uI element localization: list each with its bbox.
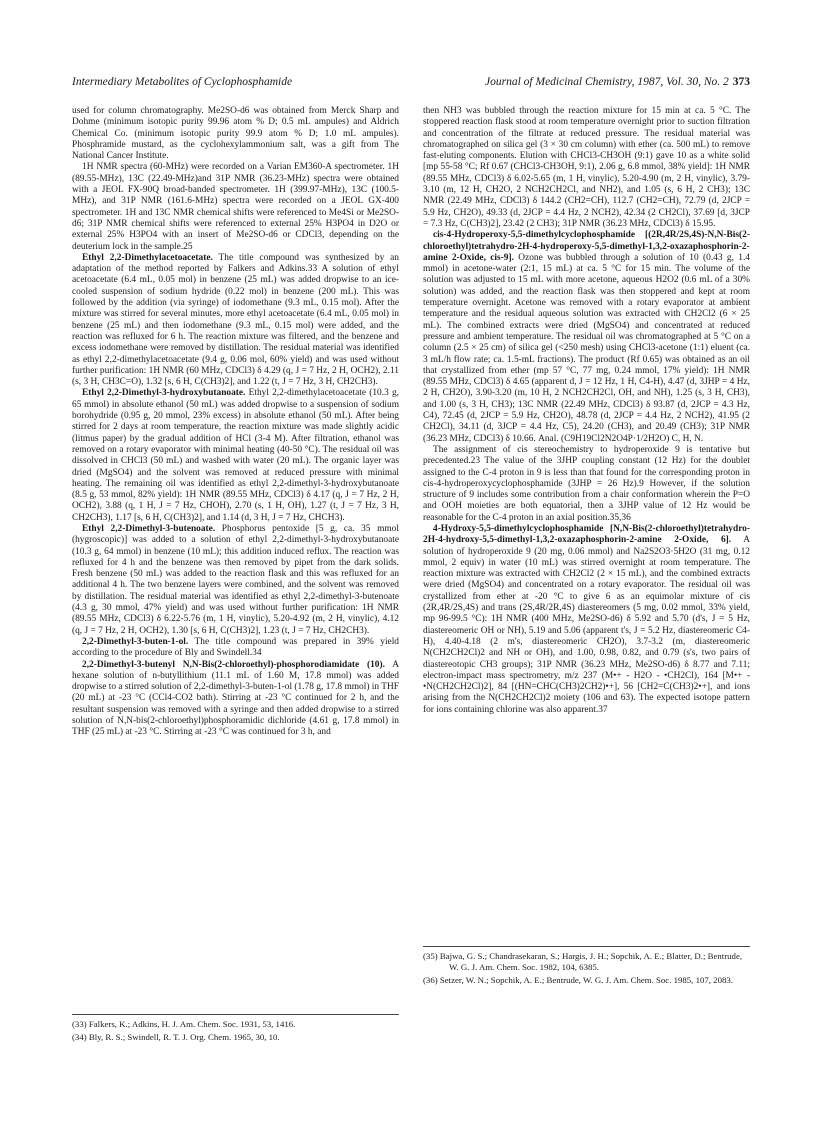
paragraph-text: The title compound was synthesized by an adaptation of the method reported by Falkers and Adkins.33 A solution of ethyl acetoacetate (6.4 mL, 0.05 mol) in benzene (25 mL) was added dropwise to an ice-cooled suspension of sodium hydride (0.22 mol) in benzene (200 mL). This was followed by the addition (via syringe) of iodomethane (9.3 mL, 0.15 mol). After the mixture was stirred for several minutes, more ethyl acetoacetate (6.4 mL, 0.05 mol) in benzene (25 mL) and then iodomethane (9.3 mL, 0.15 mol) were added, and the reaction was refluxed for 6 h. The reaction mixture was filtered, and the benzene and excess iodomethane were removed by distillation. The residual material was identified as ethyl 2,2-dimethylacetoacetate (9.4 g, 0.06 mol, 60% yield) and was used without further purification: 1H NMR (60 MHz, CDCl3) δ 4.29 (q, J = 7 Hz, 2 H, OCH2), 2.11 (s, 3 H, CH3C=O), 1.32 [s, 6 H, C(CH3)2], and 1.22 (t, J = 7 Hz, 3 H, CH2CH3). (72, 252, 399, 388)
header-right (485, 76, 750, 88)
paragraph (72, 637, 399, 660)
section-heading: Ethyl 2,2-Dimethyl-3-hydroxybutanoate. (82, 388, 246, 399)
running-header (72, 76, 750, 94)
paragraph (423, 106, 750, 230)
paragraph (72, 253, 399, 389)
section-heading: Ethyl 2,2-Dimethyl-3-butenoate. (82, 523, 216, 534)
section-heading: 2,2-Dimethyl-3-butenyl N,N-Bis(2-chloroethyl)-phosphorodiamidate (10). (82, 659, 385, 670)
paragraph (423, 445, 750, 524)
paragraph-text: 1H NMR spectra (60-MHz) were recorded on a Varian EM360-A spectrometer. 1H (89.55-MHz), 13C (22.49-MHz)and 31P NMR (36.23-MHz) spectra were obtained with a JEOL FX-90Q broad-banded spectrometer. 1H (399.97-MHz), 13C (100.5-MHz), and 31P NMR (161.6-MHz) spectra were recorded on a JEOL GX-400 spectrometer. 1H and 13C NMR chemical shifts were referenced to Me4Si or Me2SO-d6; 31P NMR chemical shifts were referenced to external 25% H3PO4 in D2O or external 25% H3PO4 with an insert of Me2SO-d6 or CDCl3, depending on the deuterium lock in the sample.25 (72, 162, 399, 252)
paragraph (72, 162, 399, 252)
section-heading: 2,2-Dimethyl-3-buten-1-ol. (82, 636, 189, 647)
paragraph-text: A solution of hydroperoxide 9 (20 mg, 0.06 mmol) and Na2S2O3·5H2O (31 mg, 0.12 mmol, 2 equiv) in water (10 mL) was stirred overnight at room temperature. The reaction mixture was extracted with CH2Cl2 (2 × 15 mL), and the combined extracts were dried (MgSO4) and concentrated on a rotary evaporator. The residual oil was crystallized from ether at -20 °C to give 6 as an equimolar mixture of cis (2R,4R/2S,4S) and trans (2S,4R/2R,4S) diastereomers (5 mg, 0.02 mmol, 33% yield, mp 96-99.5 °C): 1H NMR (400 MHz, Me2SO-d6) δ 5.92 and 5.70 (d's, J = 5 Hz, diastereomeric OH or NH), 5.19 and 5.06 (apparent t's, J = 5.2 Hz, diastereomeric C4-H), 4.40-4.18 (2 m's, diastereomeric CH2O), 3.7-3.2 (m, diastereomeric N(CH2CH2Cl)2 and NH or OH), and 1.00, 0.98, 0.82, and 0.79 (s's, two pairs of diastereotopic CH3 groups); 31P NMR (36.23 MHz, Me2SO-d6) δ 8.77 and 7.11; electron-impact mass spectrometry, m/z 237 (M•+ - H2O - •CH2Cl), 164 [M•+ - •N(CH2CH2Cl)2], 84 [(HN=CHC(CH3)2CH2)•+], 56 [CH2=C(CH3)2•+], and ions arising from the N(CH2CH2Cl)2 moiety (106 and 63). The expected isotope pattern for ions containing chlorine was also apparent.37 (423, 535, 750, 715)
paragraph-text: then NH3 was bubbled through the reaction mixture for 15 min at ca. 5 °C. The stoppered reaction flask stood at room temperature overnight prior to suction filtration and concentration of the filtrate at reduced pressure. The residual material was chromatographed on silica gel (3 × 30 cm column) with ether (ca. 500 mL) to remove fast-eluting components. Elution with CHCl3-CH3OH (9:1) gave 10 as a white solid [mp 55-58 °C; Rf 0.67 (CHCl3-CH3OH, 9:1), 2.06 g, 6.8 mmol, 38% yield]: 1H NMR (89.55 MHz, CDCl3) δ 6.02-5.65 (m, 1 H, vinylic), 5.20-4.90 (m, 2 H, vinylic), 3.79-3.10 (m, 12 H, CH2O, 2 NCH2CH2Cl, and NH2), and 1.05 (s, 6 H, 2 CH3); 13C NMR (22.49 MHz, CDCl3) δ 144.2 (CH2=CH), 112.7 (CH2=CH), 72.79 (d, 2JCP = 5.9 Hz, CH2O), 49.33 (d, 2JCP = 4.4 Hz, 2 NCH2), 42.34 (2 CH2Cl), 37.69 [d, 3JCP = 7.3 Hz, C(CH3)2], 23.42 (2 CH3); 31P NMR (36.23 MHz, CDCl3) δ 15.95. (423, 106, 750, 229)
section-heading: 4-Hydroxy-5,5-dimethylcyclophosphamide [N,N-Bis(2-chloroethyl)tetrahydro-2H-4-hydroxy-5,5-dimethyl-1,3,2-oxazaphosphorin-2-amine 2-Oxide, 6]. (423, 523, 750, 546)
footnotes-left (72, 1014, 399, 1045)
left-column (72, 106, 399, 739)
journal-citation: Journal of Medicinal Chemistry, 1987, Vol. 30, No. 2 (485, 76, 729, 88)
paragraph (423, 230, 750, 445)
paragraph (72, 388, 399, 524)
paragraph (72, 106, 399, 162)
paragraph-text: The assignment of cis stereochemistry to hydroperoxide 9 is tentative but precedented.23 The value of the 3JHP coupling constant (12 Hz) for the doublet assigned to the C-4 proton in 9 is less than that found for the corresponding proton in cis-4-hydroperoxycyclophosphamide (3JHP = 26 Hz).9 However, if the solution structure of 9 includes some contribution from a chair conformation wherein the P=O and OOH moieties are both equatorial, then a 3JHP value of 12 Hz would be reasonable for the C-4 proton in an axial position.35,36 (423, 444, 750, 523)
footnote: (33) Falkers, K.; Adkins, H. J. Am. Chem. Soc. 1931, 53, 1416. (72, 1019, 296, 1029)
page-number: 373 (732, 76, 750, 88)
paragraph (72, 660, 399, 739)
paragraph-text: Phosphorus pentoxide [5 g, ca. 35 mmol (hygroscopic)] was added to a solution of ethyl 2,2-dimethyl-3-hydroxybutanoate (10.3 g, 64 mmol) in benzene (10 mL); this addition induced reflux. The reaction was refluxed for 4 h and the benzene was then removed by pipet from the dark solids. Fresh benzene (50 mL) was added to the reaction flask and this was refluxed for an additional 4 h. The two benzene layers were combined, and the solvent was removed by distillation. The residual material was identified as ethyl 2,2-dimethyl-3-butenoate (4.3 g, 30 mmol, 47% yield) and was used without further purification: 1H NMR (89.55 MHz, CDCl3) δ 6.22-5.76 (m, 1 H, vinylic), 5.20-4.92 (m, 2 H, vinylic), 4.12 (q, J = 7 Hz, 2 H, OCH2), 1.30 [s, 6 H, C(CH3)2], 1.23 (t, J = 7 Hz, CH2CH3). (72, 523, 399, 636)
section-heading: Ethyl 2,2-Dimethylacetoacetate. (82, 252, 213, 263)
paragraph-text: A hexane solution of n-butyllithium (11.1 mL of 1.60 M, 17.8 mmol) was added dropwise to a stirred solution of 2,2-dimethyl-3-buten-1-ol (1.78 g, 17.8 mmol) in THF (20 mL) at -23 °C (CCl4-CO2 bath). Stirring at -23 °C continued for 2 h, and the resultant suspension was removed with a syringe and then added dropwise to a stirred solution of N,N-bis(2-chloroethyl)phosphoramidic dichloride (4.61 g, 17.8 mmol) in THF (25 mL) at -23 °C. Stirring at -23 °C was continued for 3 h, and (72, 659, 399, 738)
footnotes-right (423, 946, 750, 988)
paragraph-text: Ethyl 2,2-dimethylacetoacetate (10.3 g, 65 mmol) in absolute ethanol (50 mL) was added dropwise to a suspension of sodium borohydride (0.95 g, 20 mmol, 23% excess) in absolute ethanol (50 mL). After being stirred for 2 days at room temperature, the reaction mixture was made slightly acidic (litmus paper) by the gradual addition of HCl (3-4 M). After filtration, ethanol was removed on a rotary evaporator with minimal heating (40-50 °C). The residual oil was dissolved in CHCl3 (50 mL) and washed with water (20 mL). The organic layer was dried (MgSO4) and the solvent was removed at reduced pressure with minimal heating. The remaining oil was identified as ethyl 2,2-dimethyl-3-hydroxybutanoate (8.5 g, 53 mmol, 82% yield): 1H NMR (89.55 MHz, CDCl3) δ 4.17 (q, J = 7 Hz, 2 H, OCH2), 3.88 (q, 1 H, J = 7 Hz, CHOH), 2.70 (s, 1 H, OH), 1.27 (t, J = 7 Hz, 3 H, CH2CH3), 1.17 [s, 6 H, C(CH3)2], and 1.14 (d, 3 H, J = 7 Hz, CHCH3). (72, 388, 399, 523)
header-left: Intermediary Metabolites of Cyclophosphamide (72, 76, 293, 88)
paragraph-text: Ozone was bubbled through a solution of 10 (0.43 g, 1.4 mmol) in acetone-water (2:1, 15 mL) at ca. 5 °C for 15 min. The volume of the solution was adjusted to 15 mL with more acetone, aqueous H2O2 (0.6 mL of a 30% solution) was added, and the reaction flask was then stoppered and kept at room temperature overnight. Acetone was removed with a rotary evaporator at ambient temperature and the residual aqueous solution was extracted with CH2Cl2 (6 × 25 mL). The combined extracts were dried (MgSO4) and concentrated at reduced pressure and ambient temperature. The residual oil was chromatographed at 5 °C on a column (2.5 × 25 cm) of silica gel (<250 mesh) using CHCl3-acetone (1:1) eluent (ca. 3 mL/h flow rate; ca. 1.5-mL fractions). The product (Rf 0.65) was obtained as an oil that crystallized from ether (mp 57 °C, 77 mg, 0.24 mmol, 17% yield): 1H NMR (89.55 MHz, CDCl3) δ 4.65 (apparent d, J = 12 Hz, 1 H, C4-H), 4.47 (d, 3JHP = 4 Hz, 2 H, CH2O), 3.90-3.20 (m, 10 H, 2 NCH2CH2Cl, OH, and NH), 1.25 (s, 3 H, CH3), and 1.00 (s, 3 H, CH3); 13C NMR (22.49 MHz, CDCl3) δ 93.87 (d, 2JCP = 4.3 Hz, C4), 72.45 (d, 2JCP = 5.9 Hz, CH2O), 48.78 (d, 2JCP = 4.4 Hz, 2 NCH2), 41.95 (2 CH2Cl), 34.11 (d, 3JCP = 4.4 Hz, C5), 24.20 (CH3), and 20.49 (CH3); 31P NMR (36.23 MHz, CDCl3) δ 10.66. Anal. (C9H19Cl2N2O4P·1/2H2O) C, H, N. (423, 252, 750, 444)
paragraph (72, 524, 399, 637)
paragraph (423, 524, 750, 716)
section-heading: cis-4-Hydroperoxy-5,5-dimethylcyclophosphamide [(2R,4R/2S,4S)-N,N-Bis(2-chloroethyl)tetrahydro-2H-4-hydroperoxy-5,5-dimethyl-1,3,2-oxazaphosphorin-2-amine 2-Oxide, cis-9]. (423, 230, 750, 263)
right-column (423, 106, 750, 716)
footnote: (34) Bly, R. S.; Swindell, R. T. J. Org. Chem. 1965, 30, 10. (72, 1032, 280, 1042)
footnote: (36) Setzer, W. N.; Sopchik, A. E.; Bentrude, W. G. J. Am. Chem. Soc. 1985, 107, 2083. (423, 975, 733, 985)
footnote: (35) Bajwa, G. S.; Chandrasekaran, S.; Hargis, J. H.; Sopchik, A. E.; Blatter, D.; Bentrude, W. G. J. Am. Chem. Soc. 1982, 104, 6385. (423, 951, 743, 972)
paragraph-text: The title compound was prepared in 39% yield according to the procedure of Bly and Swindell.34 (72, 636, 399, 659)
paragraph-text: used for column chromatography. Me2SO-d6 was obtained from Merck Sharp and Dohme (minimum isotopic purity 99.96 atom % D; 0.5 mL ampules) and Aldrich Chemical Co. (minimum isotopic purity 99.9 atom % D; 1.0 mL ampules). Phosphramide mustard, as the cyclohexylammonium salt, was a gift from The National Cancer Institute. (72, 106, 399, 162)
